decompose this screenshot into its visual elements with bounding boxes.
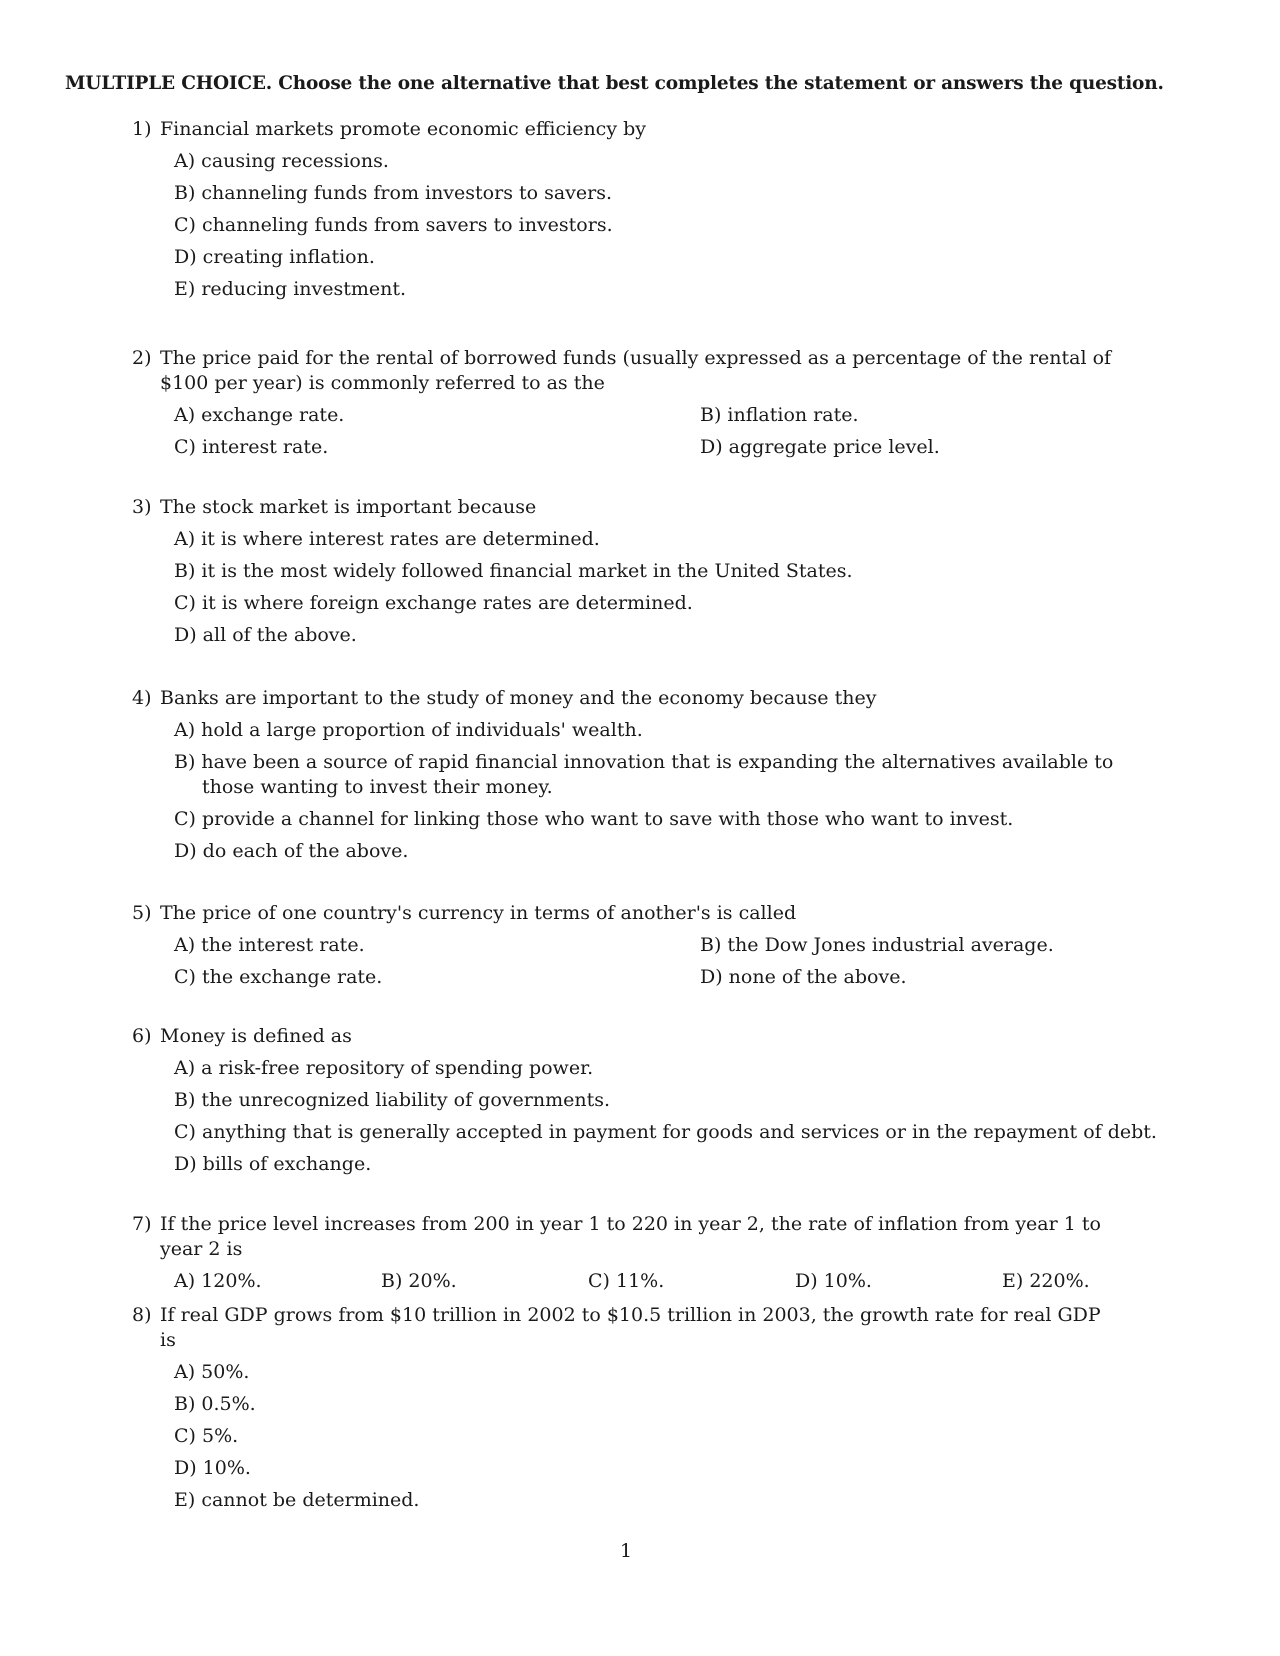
choice-list: [174, 403, 1122, 460]
choice-c: C) anything that is generally accepted in payment for goods and services or in the repayment of debt.: [174, 1121, 1157, 1143]
choice-e: E) cannot be determined.: [174, 1489, 420, 1511]
question-number: 5): [132, 902, 152, 924]
choice-d: D) 10%.: [174, 1457, 251, 1479]
question-number: 1): [132, 118, 152, 140]
choice-c: C) provide a channel for linking those who want to save with those who want to invest.: [174, 808, 1014, 830]
question-text: Financial markets promote economic efficiency by: [160, 118, 646, 140]
choice-list: [174, 718, 1122, 864]
choice-d: D) 10%.: [795, 1270, 872, 1292]
question-number: 3): [132, 496, 152, 518]
choice-b: B) channeling funds from investors to savers.: [174, 182, 613, 204]
question-text: The price of one country's currency in terms of another's is called: [160, 902, 797, 924]
choice-list: [174, 1056, 1157, 1177]
choice-c: C) interest rate.: [174, 436, 329, 458]
choice-list: [174, 1269, 1122, 1294]
question-text: Money is defined as: [160, 1025, 352, 1047]
page-number: 1: [620, 1540, 633, 1562]
choice-b: B) it is the most widely followed financial market in the United States.: [174, 560, 853, 582]
choice-a: A) 50%.: [174, 1361, 250, 1383]
question-number: 4): [132, 687, 152, 709]
question-7: [132, 1212, 1122, 1294]
choice-b: B) 20%.: [381, 1270, 457, 1292]
choice-list: [174, 149, 1122, 302]
question-text: The stock market is important because: [160, 496, 537, 518]
question-text: The price paid for the rental of borrowed funds (usually expressed as a percentage of the rental of $100 per year) is commonly referred to as the: [160, 347, 1112, 394]
choice-d: D) none of the above.: [700, 966, 907, 988]
question-text: Banks are important to the study of money and the economy because they: [160, 687, 877, 709]
question-number: 8): [132, 1304, 152, 1326]
choice-e: E) reducing investment.: [174, 278, 407, 300]
choice-c: C) it is where foreign exchange rates are determined.: [174, 592, 693, 614]
choice-a: A) hold a large proportion of individuals' wealth.: [174, 719, 643, 741]
question-8: [132, 1303, 1122, 1513]
question-number: 7): [132, 1213, 152, 1235]
choice-c: C) 5%.: [174, 1425, 239, 1447]
choice-d: D) do each of the above.: [174, 840, 409, 862]
question-6: [132, 1024, 1157, 1177]
choice-d: D) aggregate price level.: [700, 436, 940, 458]
choice-a: A) 120%.: [174, 1270, 262, 1292]
choice-list: [174, 527, 1122, 648]
question-4: [132, 686, 1122, 864]
choice-c: C) the exchange rate.: [174, 966, 383, 988]
choice-b: B) the unrecognized liability of governments.: [174, 1089, 610, 1111]
choice-list: [174, 933, 1122, 990]
choice-list: [174, 1360, 1122, 1513]
choice-a: A) it is where interest rates are determined.: [174, 528, 600, 550]
choice-b: B) inflation rate.: [700, 404, 859, 426]
choice-d: D) creating inflation.: [174, 246, 375, 268]
question-1: [132, 117, 1122, 302]
section-header: MULTIPLE CHOICE. Choose the one alternative that best completes the statement or answers the question.: [65, 73, 1164, 94]
choice-b: B) the Dow Jones industrial average.: [700, 934, 1054, 956]
question-3: [132, 495, 1122, 648]
choice-a: A) the interest rate.: [174, 934, 365, 956]
choice-d: D) bills of exchange.: [174, 1153, 372, 1175]
question-text: If real GDP grows from $10 trillion in 2002 to $10.5 trillion in 2003, the growth rate for real GDP is: [160, 1304, 1101, 1351]
choice-e: E) 220%.: [1002, 1270, 1090, 1292]
choice-a: A) causing recessions.: [174, 150, 389, 172]
question-5: [132, 901, 1122, 990]
choice-c: C) channeling funds from savers to investors.: [174, 214, 613, 236]
question-text: If the price level increases from 200 in year 1 to 220 in year 2, the rate of inflation from year 1 to year 2 is: [160, 1213, 1101, 1260]
choice-d: D) all of the above.: [174, 624, 357, 646]
choice-a: A) exchange rate.: [174, 404, 345, 426]
question-number: 2): [132, 347, 152, 369]
choice-c: C) 11%.: [588, 1270, 665, 1292]
choice-a: A) a risk-free repository of spending power.: [174, 1057, 594, 1079]
question-number: 6): [132, 1025, 152, 1047]
choice-b: B) have been a source of rapid financial innovation that is expanding the alternatives available to those wanting to invest their money.: [174, 751, 1114, 798]
choice-b: B) 0.5%.: [174, 1393, 256, 1415]
question-2: [132, 346, 1122, 460]
